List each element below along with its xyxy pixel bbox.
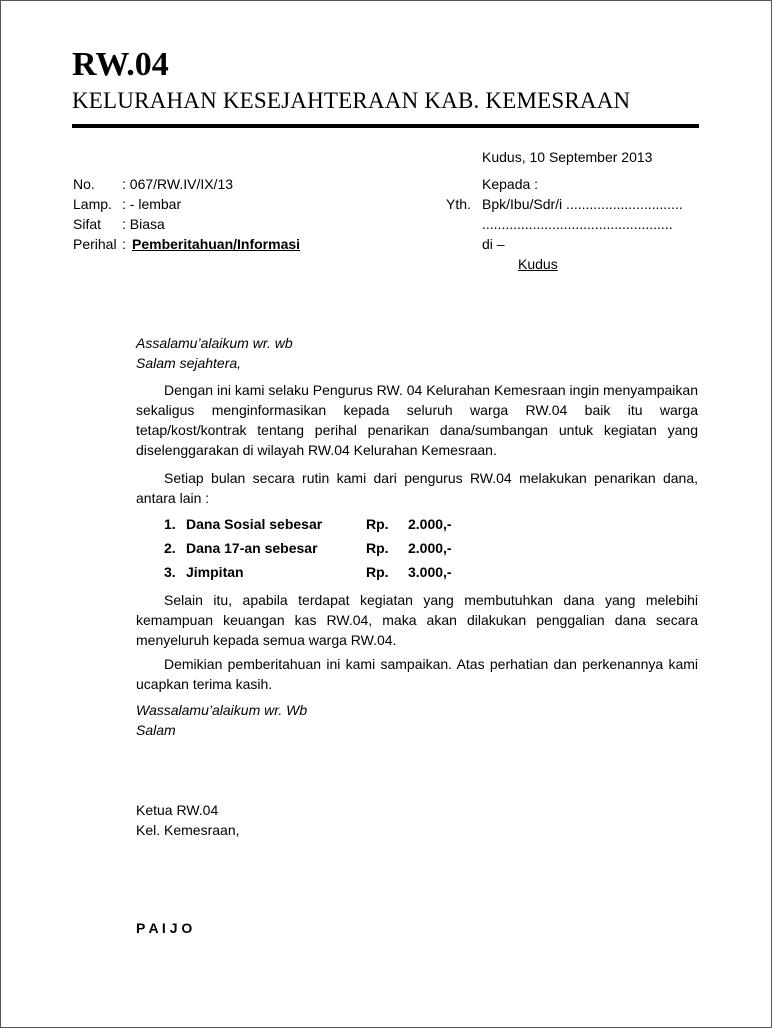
paragraph-1 [136,380,698,460]
meta-lamp-label: Lamp. [73,196,112,212]
letterhead-title: RW.04 [72,46,169,83]
closing-wassalam: Wassalamu’alaikum wr. Wb [136,702,308,718]
paragraph-2-text: Setiap bulan secara rutin kami dari pengurus RW.04 melakukan penarikan dana, antara lain : [136,470,698,506]
list-item-2-num: 2. [164,540,176,556]
meta-perihal-colon: : [122,236,126,252]
letterhead-rule [72,124,699,128]
list-item-3-amount: 3.000,- [408,564,452,580]
list-item-1-amount: 2.000,- [408,516,452,532]
meta-sifat-label: Sifat [73,216,102,232]
paragraph-3 [136,590,698,650]
meta-no-value: : 067/RW.IV/IX/13 [122,176,234,192]
list-item-2-currency: Rp. [366,540,389,556]
recipient-di: di – [482,236,505,252]
recipient-city: Kudus [518,256,558,272]
list-item-1-num: 1. [164,516,176,532]
paragraph-1-text: Dengan ini kami selaku Pengurus RW. 04 Kelurahan Kemesraan ingin menyampaikan sekaligus menginformasikan kepada seluruh warga RW.04 baik itu warga tetap/kost/kontrak tentang perihal penarikan dana/sumbangan untuk kegiatan yang diselenggarakan di wilayah RW.04 Kelurahan Kemesraan. [136,382,698,458]
paragraph-4-text: Demikian pemberitahuan ini kami sampaikan. Atas perhatian dan perkenannya kami ucapkan terima kasih. [136,656,698,692]
signature-office: Kel. Kemesraan, [136,822,240,838]
signature-name: P A I J O [136,920,193,936]
paragraph-2 [136,468,698,508]
list-item-1-currency: Rp. [366,516,389,532]
meta-sifat-value: : Biasa [122,216,165,232]
list-item-3-currency: Rp. [366,564,389,580]
date-line: Kudus, 10 September 2013 [482,149,653,165]
list-item-3-label: Jimpitan [186,564,244,580]
meta-no-label: No. [73,176,95,192]
recipient-kepada: Kepada : [482,176,539,192]
meta-lamp-value: : - lembar [122,196,182,212]
greeting-sejahtera: Salam sejahtera, [136,355,242,371]
greeting-salam: Assalamu’alaikum wr. wb [136,335,293,351]
paragraph-3-text: Selain itu, apabila terdapat kegiatan yang membutuhkan dana yang melebihi kemampuan keuangan kas RW.04, maka akan dilakukan penggalian dana secara menyeluruh kepada semua warga RW.04. [136,592,698,648]
recipient-line2: ................................................. [482,216,673,232]
letterhead-subtitle: KELURAHAN KESEJAHTERAAN KAB. KEMESRAAN [72,88,631,113]
meta-perihal-value: Pemberitahuan/Informasi [132,236,301,252]
list-item-1-label: Dana Sosial sebesar [186,516,323,532]
list-item-2-amount: 2.000,- [408,540,452,556]
list-item-2-label: Dana 17-an sebesar [186,540,318,556]
recipient-line1: Bpk/Ibu/Sdr/i .............................. [482,196,683,212]
paragraph-4 [136,654,698,694]
recipient-yth: Yth. [446,196,471,212]
signature-role: Ketua RW.04 [136,802,219,818]
closing-salam: Salam [136,722,176,738]
list-item-3-num: 3. [164,564,176,580]
meta-perihal-label: Perihal [73,236,117,252]
